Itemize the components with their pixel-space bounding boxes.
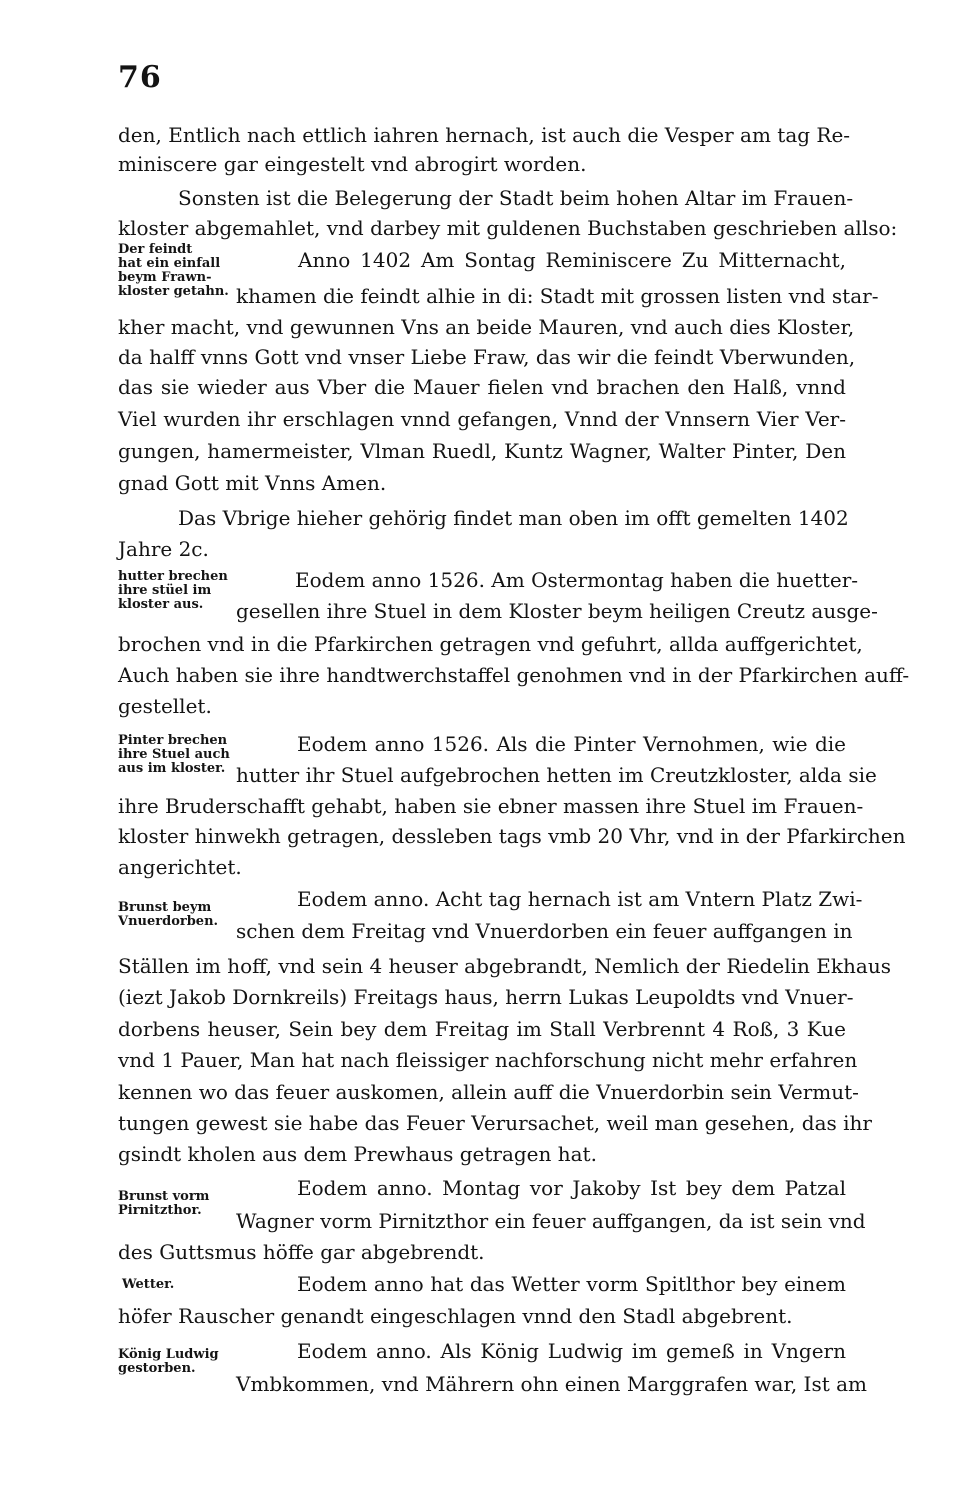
text-line: Viel wurden ihr erschlagen vnnd gefangen, Vnnd der Vnnsern Vier Ver- <box>118 407 846 431</box>
text-line: gesellen ihre Stuel in dem Kloster beym heiligen Creutz ausge- <box>236 599 878 623</box>
text-line: tungen gewest sie habe das Feuer Verursachet, weil man gesehen, das ihr <box>118 1111 872 1135</box>
text-line: Eodem anno 1526. Am Ostermontag haben die huetter- <box>295 568 859 592</box>
text-line: Eodem anno 1526. Als die Pinter Vernohmen, wie die <box>297 732 846 756</box>
margin-note: Der feindt hat ein einfall beym Frawn- kloster getahn. <box>118 242 229 299</box>
text-line: miniscere gar eingestelt vnd abrogirt worden. <box>118 152 587 176</box>
text-line: hutter ihr Stuel aufgebrochen hetten im Creutzkloster, alda sie <box>236 763 877 787</box>
text-line: Eodem anno. Montag vor Jakoby Ist bey dem Patzal <box>297 1176 846 1200</box>
text-line: brochen vnd in die Pfarkirchen getragen vnd gefuhrt, allda auffgerichtet, <box>118 632 863 656</box>
text-line: Eodem anno. Acht tag hernach ist am Vntern Platz Zwi- <box>297 887 863 911</box>
text-line: Jahre 2c. <box>118 537 209 561</box>
text-line: dorbens heuser, Sein bey dem Freitag im Stall Verbrennt 4 Roß, 3 Kue <box>118 1017 846 1041</box>
margin-note: Brunst vorm Pirnitzthor. <box>118 1189 210 1218</box>
text-line: da halff vnns Gott vnd vnser Liebe Fraw, das wir die feindt Vberwunden, <box>118 345 856 369</box>
text-line: kloster abgemahlet, vnd darbey mit guldenen Buchstaben geschrieben allso: <box>118 216 898 240</box>
text-line: Das Vbrige hieher gehörig findet man oben im offt gemelten 1402 <box>178 506 849 530</box>
text-line: kher macht, vnd gewunnen Vns an beide Mauren, vnd auch dies Kloster, <box>118 315 855 339</box>
text-line: das sie wieder aus Vber die Mauer fielen vnd brachen den Halß, vnnd <box>118 375 846 399</box>
margin-note: Pinter brechen ihre Stuel auch aus im kloster. <box>118 733 230 776</box>
page-number: 76 <box>118 60 162 95</box>
text-line: Ställen im hoff, vnd sein 4 heuser abgebrandt, Nemlich der Riedelin Ekhaus <box>118 954 891 978</box>
text-line: Wagner vorm Pirnitzthor ein feuer auffgangen, da ist sein vnd <box>236 1209 866 1233</box>
text-line: Sonsten ist die Belegerung der Stadt beim hohen Altar im Frauen- <box>178 186 854 210</box>
text-line: gsindt kholen aus dem Prewhaus getragen hat. <box>118 1142 597 1166</box>
margin-note: Brunst beym Vnuerdorben. <box>118 900 219 929</box>
text-line: khamen die feindt alhie in di: Stadt mit grossen listen vnd star- <box>236 284 879 308</box>
text-line: vnd 1 Pauer, Man hat nach fleissiger nachforschung nicht mehr erfahren <box>118 1048 858 1072</box>
text-line: den, Entlich nach ettlich iahren hernach, ist auch die Vesper am tag Re- <box>118 123 851 147</box>
text-line: gestellet. <box>118 694 212 718</box>
text-line: des Guttsmus höffe gar abgebrendt. <box>118 1240 485 1264</box>
text-line: höfer Rauscher genandt eingeschlagen vnnd den Stadl abgebrent. <box>118 1304 793 1328</box>
text-line: kennen wo das feuer auskomen, allein auff die Vnuerdorbin sein Vermut- <box>118 1080 859 1104</box>
text-line: gungen, hamermeister, Vlman Ruedl, Kuntz Wagner, Walter Pinter, Den <box>118 439 846 463</box>
text-line: gnad Gott mit Vnns Amen. <box>118 471 387 495</box>
margin-note: König Ludwig gestorben. <box>118 1347 219 1376</box>
text-line: ihre Bruderschafft gehabt, haben sie ebner massen ihre Stuel im Frauen- <box>118 794 864 818</box>
text-line: Eodem anno. Als König Ludwig im gemeß in Vngern <box>297 1339 846 1363</box>
margin-note: Wetter. <box>122 1277 175 1292</box>
text-line: Auch haben sie ihre handtwerchstaffel genohmen vnd in der Pfarkirchen auff- <box>118 663 910 687</box>
text-line: (iezt Jakob Dornkreils) Freitags haus, herrn Lukas Leupoldts vnd Vnuer- <box>118 985 854 1009</box>
text-line: kloster hinwekh getragen, dessleben tags vmb 20 Vhr, vnd in der Pfarkirchen <box>118 824 906 848</box>
text-line: angerichtet. <box>118 855 242 879</box>
text-line: Vmbkommen, vnd Mährern ohn einen Marggrafen war, Ist am <box>236 1372 867 1396</box>
margin-note: hutter brechen ihre stüel im kloster aus. <box>118 569 228 612</box>
text-line: Eodem anno hat das Wetter vorm Spitlthor bey einem <box>297 1272 846 1296</box>
text-line: schen dem Freitag vnd Vnuerdorben ein feuer auffgangen in <box>236 919 853 943</box>
text-line: Anno 1402 Am Sontag Reminiscere Zu Mitternacht, <box>298 248 846 272</box>
